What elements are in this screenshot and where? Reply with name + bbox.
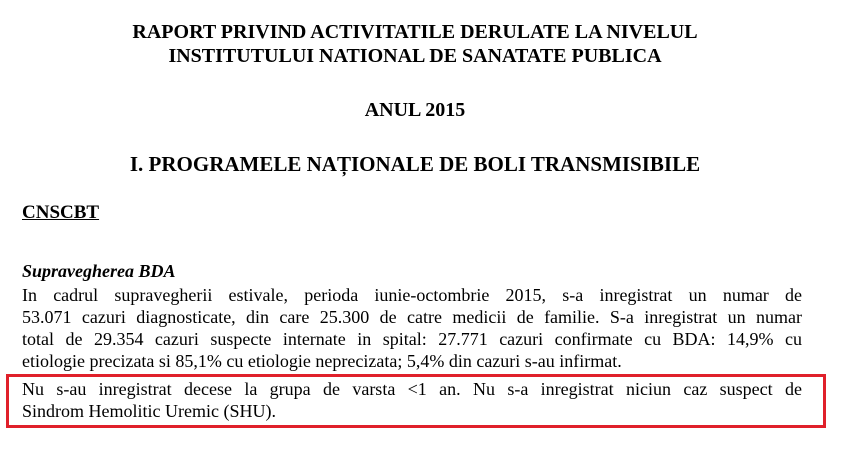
highlighted-line: Sindrom Hemolitic Uremic (SHU). [22, 401, 276, 421]
report-title-line1: RAPORT PRIVIND ACTIVITATILE DERULATE LA NIVELUL [132, 21, 698, 43]
paragraph-line: total de 29.354 cazuri suspecte internate in spital: 27.771 cazuri confirmate cu BDA: 14,9% cu [22, 329, 802, 349]
report-title-line2: INSTITUTULUI NATIONAL DE SANATATE PUBLICA [168, 45, 662, 67]
paragraph-line: 53.071 cazuri diagnosticate, din care 25.300 de catre medicii de familie. S-a inregistrat un numar [22, 307, 802, 327]
section-heading: I. PROGRAMELE NAȚIONALE DE BOLI TRANSMISIBILE [129, 152, 701, 176]
paragraph-line: etiologie precizata si 85,1% cu etiologie neprecizata; 5,4% din cazuri s-au infirmat. [22, 351, 622, 371]
subsection-heading: Supravegherea BDA [22, 261, 176, 281]
highlighted-line: Nu s-au inregistrat decese la grupa de varsta <1 an. Nu s-a inregistrat niciun caz suspect de [22, 379, 802, 399]
year-heading: ANUL 2015 [364, 99, 466, 121]
paragraph-line: In cadrul supravegherii estivale, perioda iunie-octombrie 2015, s-a inregistrat un numar de [22, 285, 802, 305]
organization-heading: CNSCBT [22, 202, 100, 223]
